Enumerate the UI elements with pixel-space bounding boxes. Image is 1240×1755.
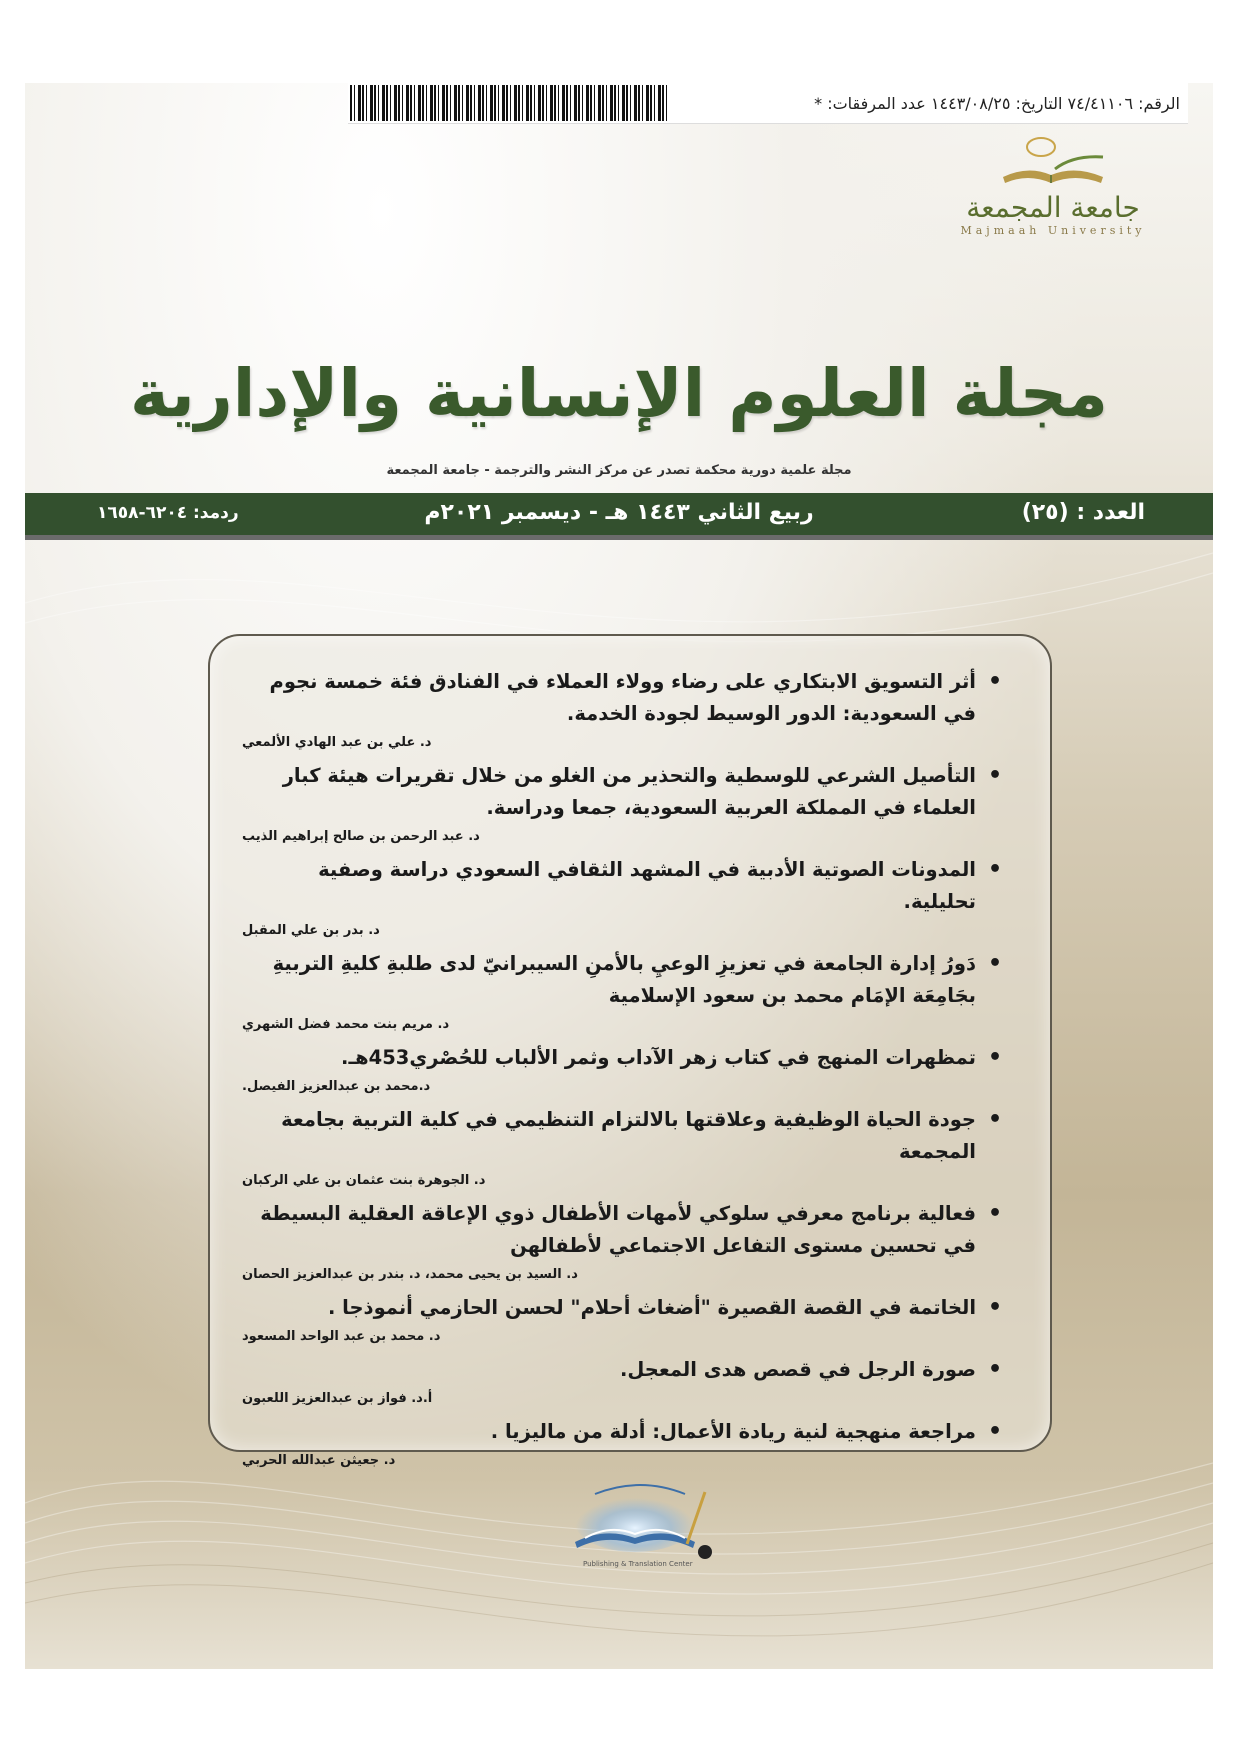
article-title: • دَورُ إدارة الجامعة في تعزيزِ الوعيِ بالأمنِ السيبرانيّ لدى طلبةِ كليةِ التربيةِ بجَامِعَة الإمَام محمد بن سعود الإسلامية	[242, 948, 1002, 1012]
stamp-text: الرقم: ٧٤/٤١١٠٦ التاريخ: ١٤٤٣/٠٨/٢٥ عدد المرفقات: *	[814, 93, 1180, 113]
barcode-icon	[350, 85, 670, 121]
article-author: د.محمد بن عبدالعزيز الفيصل.	[242, 1079, 431, 1094]
article-title: • تمظهرات المنهج في كتاب زهر الآداب وثمر الألباب للحُصْري453هـ.	[242, 1042, 1002, 1074]
article-author: د. جعيثن عبدالله الحربي	[242, 1453, 396, 1468]
article-item	[242, 1198, 1002, 1288]
journal-cover	[25, 83, 1213, 1669]
article-author: د. السيد بن يحيى محمد، د. بندر بن عبدالعزيز الحصان	[242, 1267, 578, 1282]
issn: ردمد: ٦٢٠٤-١٦٥٨	[97, 503, 239, 523]
article-author: د. عبد الرحمن بن صالح إبراهيم الذيب	[242, 829, 480, 844]
university-name-english: Majmaah University	[960, 224, 1146, 237]
article-item	[242, 1292, 1002, 1350]
articles-list	[242, 666, 1002, 1478]
issue-band	[25, 493, 1213, 540]
article-item	[242, 666, 1002, 756]
book-logo-icon	[993, 135, 1113, 195]
article-item	[242, 1416, 1002, 1474]
publishing-center-logo	[555, 1472, 725, 1582]
open-book-icon	[555, 1472, 725, 1562]
article-item	[242, 1042, 1002, 1100]
article-item	[242, 1354, 1002, 1412]
university-logo	[948, 135, 1158, 255]
journal-title: مجلة العلوم الإنسانية والإدارية	[129, 355, 1108, 432]
article-title: • أثر التسويق الابتكاري على رضاء وولاء العملاء في الفنادق فئة خمسة نجوم في السعودية: الدور الوسيط لجودة الخدمة.	[242, 666, 1002, 730]
article-title: • صورة الرجل في قصص هدى المعجل.	[242, 1354, 1002, 1386]
journal-subtitle: مجلة علمية دورية محكمة تصدر عن مركز النشر والترجمة - جامعة المجمعة	[386, 463, 852, 478]
article-item	[242, 1104, 1002, 1194]
article-title: • المدونات الصوتية الأدبية في المشهد الثقافي السعودي دراسة وصفية تحليلية.	[242, 854, 1002, 918]
article-title: • الخاتمة في القصة القصيرة "أضغاث أحلام" لحسن الحازمي أنموذجا .	[242, 1292, 1002, 1324]
article-title: • مراجعة منهجية لنية ريادة الأعمال: أدلة من ماليزيا .	[242, 1416, 1002, 1448]
university-name-arabic: جامعة المجمعة	[966, 191, 1140, 224]
article-item	[242, 948, 1002, 1038]
publishing-center-label: Publishing & Translation Center	[583, 1560, 693, 1568]
article-author: د. الجوهرة بنت عثمان بن علي الركبان	[242, 1173, 486, 1188]
article-author: د. بدر بن علي المقبل	[242, 923, 380, 938]
article-author: د. علي بن عبد الهادي الألمعي	[242, 735, 432, 750]
issue-number: العدد : (٢٥)	[1021, 500, 1145, 525]
article-title: • جودة الحياة الوظيفية وعلاقتها بالالتزام التنظيمي في كلية التربية بجامعة المجمعة	[242, 1104, 1002, 1168]
article-author: د. محمد بن عبد الواحد المسعود	[242, 1329, 441, 1344]
article-item	[242, 760, 1002, 850]
article-author: أ.د. فواز بن عبدالعزيز اللعبون	[242, 1391, 433, 1406]
article-author: د. مريم بنت محمد فضل الشهري	[242, 1017, 450, 1032]
article-title: • التأصيل الشرعي للوسطية والتحذير من الغلو من خلال تقريرات هيئة كبار العلماء في المملكة العربية السعودية، جمعا ودراسة.	[242, 760, 1002, 824]
article-title: • فعالية برنامج معرفي سلوكي لأمهات الأطفال ذوي الإعاقة العقلية البسيطة في تحسين مستوى التفاعل الاجتماعي لأطفالهن	[242, 1198, 1002, 1262]
article-item	[242, 854, 1002, 944]
issue-date: ربيع الثاني ١٤٤٣ هـ - ديسمبر ٢٠٢١م	[424, 500, 814, 525]
document-stamp	[348, 83, 1188, 124]
contents-panel	[208, 634, 1052, 1468]
